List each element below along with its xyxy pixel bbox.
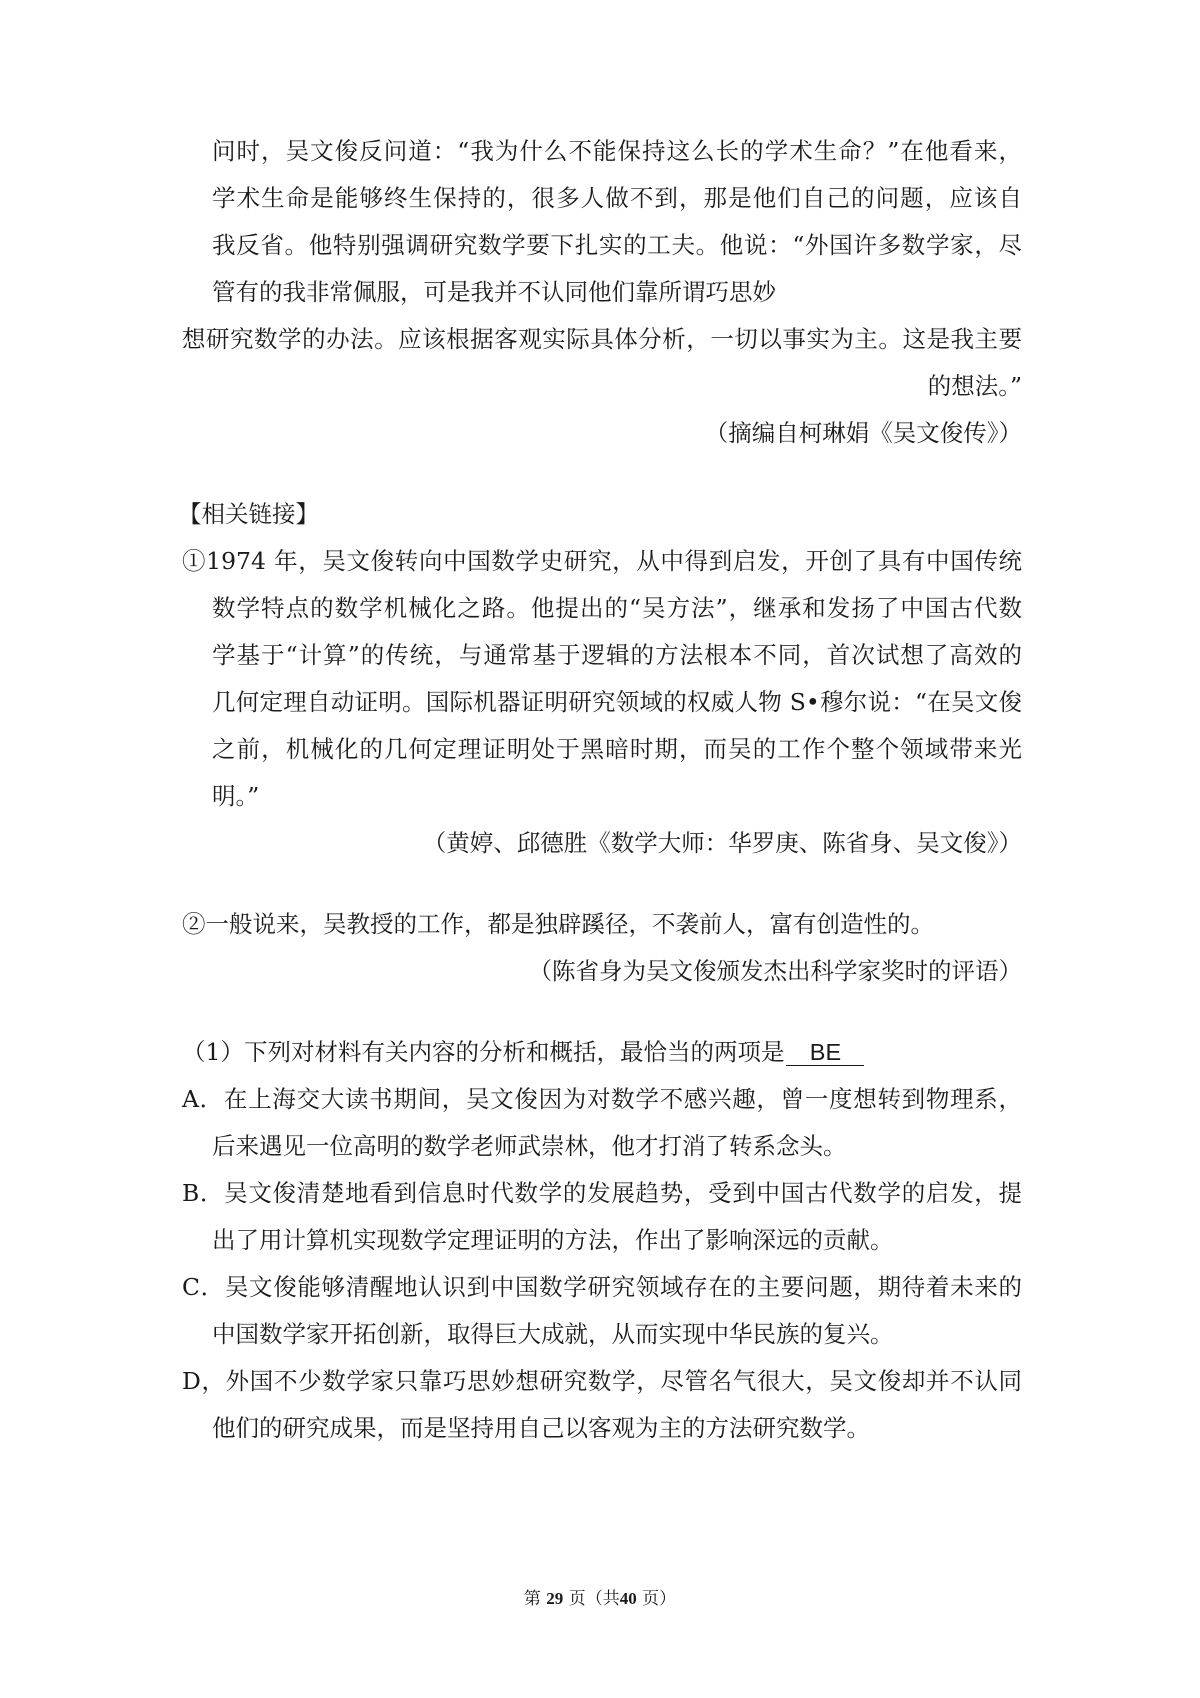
footer-suffix: 页） xyxy=(642,1589,677,1609)
link-item-2-source: （陈省身为吴文俊颁发杰出科学家奖时的评语） xyxy=(528,957,1022,985)
link-item-line: 明。” xyxy=(212,782,260,810)
footer-prefix: 第 xyxy=(523,1589,541,1609)
passage-line: 学术生命是能够终生保持的，很多人做不到，那是他们自己的问题，应该自 xyxy=(212,184,1022,212)
link-item-line: 几何定理自动证明。国际机器证明研究领域的权威人物 S•穆尔说：“在吴文俊 xyxy=(212,688,1022,716)
passage-source: （摘编自柯琳娟《吴文俊传》） xyxy=(704,419,1022,447)
option-c-line1: C．吴文俊能够清醒地认识到中国数学研究领域存在的主要问题，期待着未来的 xyxy=(182,1273,1022,1301)
page-footer xyxy=(0,1588,1200,1610)
link-item-line: 数学特点的数学机械化之路。他提出的“吴方法”，继承和发扬了中国古代数 xyxy=(212,594,1022,622)
option-b-line2: 出了用计算机实现数学定理证明的方法，作出了影响深远的贡献。 xyxy=(212,1226,894,1254)
option-c-line2: 中国数学家开拓创新，取得巨大成就，从而实现中华民族的复兴。 xyxy=(212,1320,894,1348)
link-item-line: 学基于“计算”的传统，与通常基于逻辑的方法根本不同，首次试想了高效的 xyxy=(212,641,1022,669)
passage-line: 问时，吴文俊反问道：“我为什么不能保持这么长的学术生命？”在他看来， xyxy=(212,137,1022,165)
link-item-2: ②一般说来，吴教授的工作，都是独辟蹊径，不袭前人，富有创造性的。 xyxy=(182,910,934,938)
section-title: 【相关链接】 xyxy=(178,500,319,528)
option-a-line2: 后来遇见一位高明的数学老师武崇林，他才打消了转系念头。 xyxy=(212,1132,847,1160)
passage-line: 想研究数学的办法。应该根据客观实际具体分析，一切以事实为主。这是我主要 xyxy=(182,325,1022,353)
option-a-line1: A．在上海交大读书期间，吴文俊因为对数学不感兴趣，曾一度想转到物理系， xyxy=(182,1085,1022,1113)
passage-line: 的想法。” xyxy=(927,372,1022,400)
footer-middle: 页（共 xyxy=(568,1589,620,1609)
page-number: 29 xyxy=(546,1589,564,1608)
passage-line: 管有的我非常佩服，可是我并不认同他们靠所谓巧思妙 xyxy=(212,278,776,306)
option-d-line2: 他们的研究成果，而是坚持用自己以客观为主的方法研究数学。 xyxy=(212,1414,870,1442)
question-stem xyxy=(182,1037,864,1067)
link-item-line: 之前，机械化的几何定理证明处于黑暗时期，而吴的工作个整个领域带来光 xyxy=(212,735,1022,763)
link-item-source: （黄婷、邱德胜《数学大师：华罗庚、陈省身、吴文俊》） xyxy=(422,829,1022,857)
passage-line: 我反省。他特别强调研究数学要下扎实的工夫。他说：“外国许多数学家，尽 xyxy=(212,231,1022,259)
option-b-line1: B．吴文俊清楚地看到信息时代数学的发展趋势，受到中国古代数学的启发，提 xyxy=(182,1179,1022,1207)
question-stem-text: （1）下列对材料有关内容的分析和概括，最恰当的两项是 xyxy=(182,1038,785,1066)
total-pages: 40 xyxy=(619,1589,637,1608)
answer-blank: BE xyxy=(786,1039,864,1066)
option-d-line1: D，外国不少数学家只靠巧思妙想研究数学，尽管名气很大，吴文俊却并不认同 xyxy=(182,1367,1022,1395)
link-item-line: ①1974 年，吴文俊转向中国数学史研究，从中得到启发，开创了具有中国传统 xyxy=(182,547,1022,575)
